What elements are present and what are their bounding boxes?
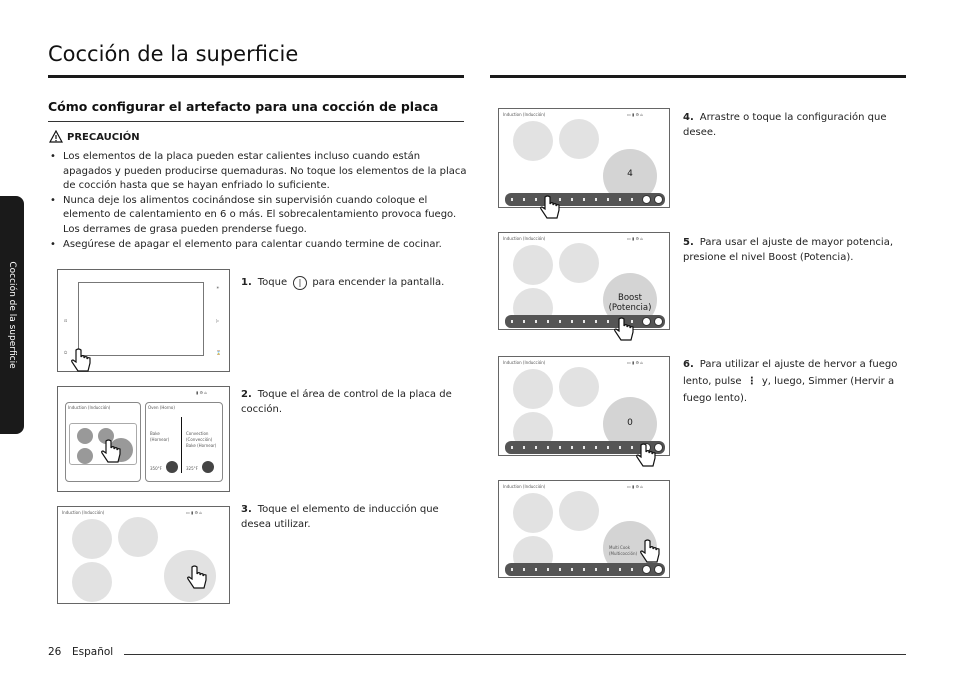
step-6 — [683, 356, 905, 407]
screen-label: Induction (Inducción) — [503, 360, 546, 365]
step-text: Toque — [257, 277, 288, 288]
status-icons: ▭ ▮ ⚙ ⌂ — [627, 236, 643, 241]
induction-element[interactable] — [559, 367, 599, 407]
step2-screen — [57, 386, 230, 492]
power-button-icon: | — [293, 276, 307, 290]
step-3 — [241, 502, 461, 532]
oven-label: Oven (Horno) — [148, 405, 175, 410]
caution-item: • Nunca deje los alimentos cocinándose sin supervisión cuando coloque el elemento de calentamiento en 6 o más. El sobrecalentamiento provoca fuego. Los derrames de grasa pueden prenderse fuego. — [48, 194, 468, 238]
caution-title: PRECAUCIÓN — [67, 132, 140, 143]
warning-icon — [49, 130, 63, 143]
lock-icon: ⊡ — [64, 318, 68, 323]
hand-pointer-icon — [611, 317, 637, 343]
menu-label: Multi Cook — [609, 545, 631, 550]
step5-screen — [498, 232, 670, 330]
play-icon: ▷ — [216, 318, 220, 323]
screen-label: Induction (Inducción) — [62, 510, 105, 515]
screen-label: Induction (Inducción) — [503, 112, 546, 117]
induction-element[interactable] — [513, 245, 553, 285]
menu-label: (Multicocción) — [609, 551, 638, 556]
title-rule-left — [48, 75, 464, 78]
step-text: Para usar el ajuste de mayor potencia, presione el nivel Boost (Potencia). — [683, 237, 894, 263]
induction-element[interactable] — [72, 562, 112, 602]
induction-element[interactable] — [513, 121, 553, 161]
screen-label: Induction (Inducción) — [503, 484, 546, 489]
step-text: Toque el elemento de inducción que desea utilizar. — [241, 504, 439, 530]
section-heading: Cómo configurar el artefacto para una cocción de placa — [48, 99, 439, 114]
hand-pointer-icon — [98, 439, 124, 465]
status-icons: ▭ ▮ ⚙ ⌂ — [627, 360, 643, 365]
caution-list — [48, 150, 468, 252]
boost-label: Boost (Potencia) — [608, 293, 652, 313]
step6b-screen — [498, 480, 670, 578]
status-icons: ▭ ▮ ⚙ ⌂ — [627, 112, 643, 117]
hand-pointer-icon — [537, 195, 563, 221]
step-4 — [683, 110, 903, 140]
more-options-icon: ⋮ — [746, 376, 757, 387]
hand-pointer-icon — [184, 565, 210, 591]
hand-pointer-icon — [633, 443, 659, 469]
step-number: 2. — [241, 389, 252, 400]
footer-rule — [124, 654, 906, 655]
power-level: 4 — [627, 169, 633, 179]
induction-element[interactable] — [559, 491, 599, 531]
step-5 — [683, 235, 903, 265]
step-number: 1. — [241, 277, 252, 288]
induction-element[interactable] — [559, 243, 599, 283]
status-icons: ▭ ▮ ⚙ ⌂ — [627, 484, 643, 489]
step-1 — [241, 275, 461, 290]
power-slider[interactable] — [505, 193, 665, 206]
power-icon: ⏻ — [64, 350, 68, 355]
step-number: 5. — [683, 237, 694, 248]
light-icon: ☀ — [216, 285, 220, 290]
timer-icon: ⌛ — [216, 350, 221, 355]
step-text: Arrastre o toque la configuración que desee. — [683, 112, 887, 138]
bake-label: Bake (Hornear) — [150, 431, 170, 442]
title-rule-right — [490, 75, 906, 78]
page-language: Español — [72, 646, 114, 658]
induction-element[interactable] — [118, 517, 158, 557]
hand-pointer-icon — [68, 348, 94, 374]
step-text: para encender la pantalla. — [312, 277, 445, 288]
step-text: Toque el área de control de la placa de cocción. — [241, 389, 452, 415]
step-number: 6. — [683, 359, 694, 370]
step-number: 3. — [241, 504, 252, 515]
side-tab-label: Cocción de la superficie — [7, 261, 17, 369]
oven-panel[interactable] — [145, 402, 223, 482]
page-title: Cocción de la superficie — [48, 42, 299, 66]
side-tab — [0, 196, 24, 434]
induction-element[interactable] — [513, 369, 553, 409]
section-rule — [48, 121, 464, 122]
display-area — [78, 282, 204, 356]
screen-label: Induction (Inducción) — [503, 236, 546, 241]
step-2 — [241, 387, 461, 417]
temp-left: 350°F — [150, 466, 162, 471]
status-icons: ▭ ▮ ⚙ ⌂ — [186, 510, 202, 515]
temp-right: 325°F — [186, 466, 198, 471]
induction-element[interactable] — [513, 493, 553, 533]
power-slider[interactable] — [505, 315, 665, 328]
induction-element[interactable] — [559, 119, 599, 159]
step-text: Para utilizar el ajuste de hervor a fuego lento, pulse — [683, 359, 898, 387]
induction-element[interactable] — [72, 519, 112, 559]
power-level: 0 — [627, 418, 633, 428]
convection-label: Convection (Convección) Bake (Hornear) — [186, 431, 217, 448]
caution-item: • Los elementos de la placa pueden estar calientes incluso cuando están apagados y pueden producirse quemaduras. No toque los elementos de la placa de cocción hasta que se hayan enfriado lo suficiente. — [48, 150, 468, 194]
cooktop-label: Induction (Inducción) — [68, 405, 111, 410]
step6-screen — [498, 356, 670, 456]
step4-screen — [498, 108, 670, 208]
status-icons: ▮ ⚙ ⌂ — [196, 390, 207, 395]
caution-item: • Asegúrese de apagar el elemento para calentar cuando termine de cocinar. — [48, 238, 468, 253]
page-number: 26 — [48, 646, 62, 658]
hand-pointer-icon — [637, 539, 663, 565]
step3-screen — [57, 506, 230, 604]
step-text: y, luego, Simmer (Hervir a fuego lento). — [683, 376, 895, 404]
step-number: 4. — [683, 112, 694, 123]
step1-screen — [57, 269, 230, 372]
